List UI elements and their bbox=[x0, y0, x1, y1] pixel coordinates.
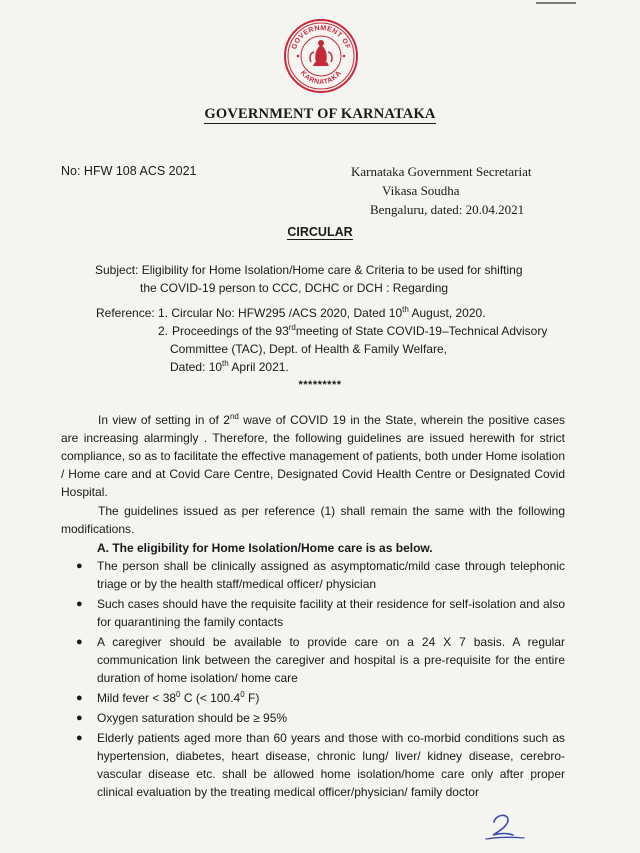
list-item: ● Oxygen saturation should be ≥ 95% bbox=[76, 711, 288, 725]
reference-item-2-cont: Committee (TAC), Dept. of Health & Family Welfare, bbox=[170, 342, 447, 356]
department-title: GOVERNMENT OF KARNATAKA bbox=[204, 106, 436, 122]
bullet-icon: ● bbox=[76, 636, 83, 648]
svg-text:KARNATAKA bbox=[299, 70, 343, 86]
address-line: Vikasa Soudha bbox=[382, 183, 460, 198]
section-separator: ********* bbox=[298, 379, 342, 391]
address-date-line: Bengaluru, dated: 20.04.2021 bbox=[370, 202, 525, 217]
seal-text-bottom: KARNATAKA bbox=[298, 69, 344, 87]
seal-text-top: GOVERNMENT OF bbox=[290, 24, 352, 51]
address-line: Karnataka Government Secretariat bbox=[351, 164, 532, 179]
modification-paragraph: The guidelines issued as per reference (1) shall remain the same with the following modifications. bbox=[61, 504, 565, 536]
bullet-icon: ● bbox=[76, 560, 83, 572]
section-a-heading: A. The eligibility for Home Isolation/Home care is as below. bbox=[97, 541, 433, 555]
list-item: ● The person shall be clinically assigned as asymptomatic/mild case through telephonic triage or by the health staff/medical officer/ physician bbox=[76, 559, 565, 591]
bullet-icon: ● bbox=[76, 732, 83, 744]
issuing-address bbox=[351, 162, 531, 219]
list-item: ● Elderly patients aged more than 60 years and those with co-morbid conditions such as hypertension, diabetes, heart disease, chronic lung/ liver/ kidney disease, cerebro-vascular disease etc. shall be allowed home isolation/home care only after proper clinical evaluation by the treating medical officer/physician/ family doctor bbox=[76, 731, 565, 799]
order-number: No: HFW 108 ACS 2021 bbox=[61, 164, 197, 178]
circular-heading: CIRCULAR bbox=[287, 225, 353, 239]
bullet-icon: ● bbox=[76, 598, 83, 610]
subject-line: the COVID-19 person to CCC, DCHC or DCH : Regarding bbox=[140, 281, 449, 295]
bullet-icon: ● bbox=[76, 712, 83, 724]
list-item: ● A caregiver should be available to provide care on a 24 X 7 basis. A regular communication link between the caregiver and hospital is a pre-requisite for the entire duration of home isolation/ home care bbox=[76, 635, 565, 685]
bullet-icon: ● bbox=[76, 692, 83, 704]
reference-item-2-date: Dated: 10th April 2021. bbox=[170, 359, 289, 374]
intro-paragraph: In view of setting in of 2nd wave of COVID 19 in the State, wherein the positive cases are increasing alarmingly . Therefore, the following guidelines are issued herewith for strict compliance, so as to facilitate the effective management of patients, both under Home isolation / Home care and at Covid Care Centre, Designated Covid Health Centre or Designated Covid Hospital. bbox=[61, 412, 565, 499]
reference-item-1: Reference: 1. Circular No: HFW295 /ACS 2020, Dated 10th August, 2020. bbox=[96, 305, 486, 320]
reference-item-2: 2. Proceedings of the 93rdmeeting of State COVID-19–Technical Advisory bbox=[158, 323, 548, 338]
scan-edge-mark bbox=[536, 0, 576, 6]
handwritten-initial-mark bbox=[480, 808, 528, 842]
reference-block bbox=[96, 304, 547, 376]
subject-block bbox=[95, 261, 523, 297]
subject-line: Subject: Eligibility for Home Isolation/Home care & Criteria to be used for shifting bbox=[95, 263, 523, 277]
list-item: ● Mild fever < $38^0$ C (< $100.4^0$ F) bbox=[76, 690, 260, 705]
list-item: ● Such cases should have the requisite facility at their residence for self-isolation and also for quarantining the family contacts bbox=[76, 597, 565, 629]
government-seal-icon bbox=[283, 18, 359, 94]
eligibility-list bbox=[76, 557, 565, 803]
